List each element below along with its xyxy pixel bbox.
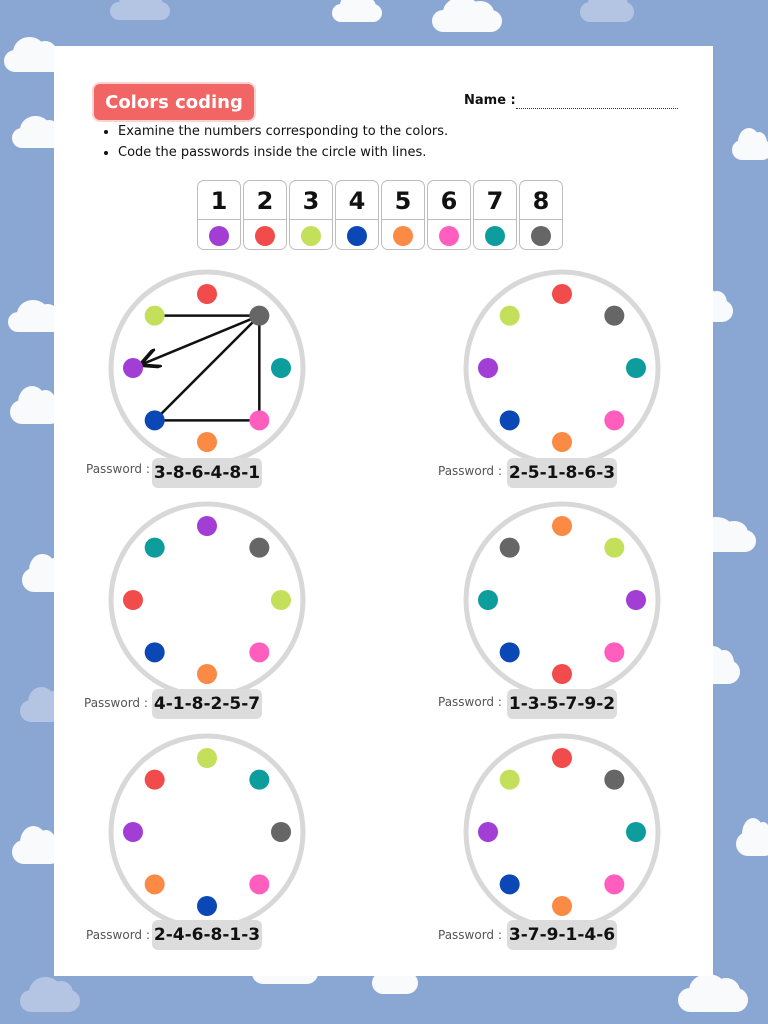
legend-divider [290,219,332,220]
cloud-decoration [678,988,748,1012]
legend-number: 5 [394,187,412,215]
color-dot[interactable] [626,822,646,842]
cloud-decoration [110,2,170,20]
password-circle-4[interactable] [462,500,662,700]
legend-color-dot [301,226,321,246]
color-legend [197,180,563,250]
color-dot[interactable] [604,642,624,662]
legend-number: 7 [486,187,504,215]
legend-color-dot [255,226,275,246]
password-circle-5[interactable] [107,732,307,932]
color-dot[interactable] [604,770,624,790]
color-dot[interactable] [552,896,572,916]
password-circle-1[interactable] [107,268,307,468]
color-dot[interactable] [123,358,143,378]
color-dot[interactable] [145,306,165,326]
password-label: Password : [438,695,502,709]
cloud-decoration [20,990,80,1012]
legend-cell-3 [289,180,333,250]
legend-cell-1 [197,180,241,250]
legend-cell-7 [473,180,517,250]
legend-divider [474,219,516,220]
cloud-decoration [332,4,382,22]
legend-color-dot [393,226,413,246]
password-label: Password : [86,928,150,942]
legend-number: 4 [348,187,366,215]
color-dot[interactable] [626,590,646,610]
color-dot[interactable] [552,516,572,536]
password-value: 2-5-1-8-6-3 [507,458,617,488]
color-dot[interactable] [197,284,217,304]
cloud-decoration [736,832,768,856]
color-dot[interactable] [604,538,624,558]
legend-divider [382,219,424,220]
worksheet [54,46,713,976]
legend-divider [520,219,562,220]
color-dot[interactable] [249,874,269,894]
color-dot[interactable] [478,822,498,842]
password-value: 2-4-6-8-1-3 [152,920,262,950]
color-dot[interactable] [271,822,291,842]
color-dot[interactable] [500,874,520,894]
color-dot[interactable] [197,896,217,916]
legend-color-dot [531,226,551,246]
instructions-list [100,124,448,166]
name-label: Name : [464,93,516,108]
color-dot[interactable] [197,748,217,768]
color-dot[interactable] [145,770,165,790]
password-circle-2[interactable] [462,268,662,468]
color-dot[interactable] [197,664,217,684]
instruction-item: • Examine the numbers corresponding to the colors. [118,124,448,139]
legend-color-dot [485,226,505,246]
legend-divider [198,219,240,220]
color-dot[interactable] [500,306,520,326]
color-dot[interactable] [123,822,143,842]
color-dot[interactable] [478,590,498,610]
color-dot[interactable] [552,748,572,768]
legend-color-dot [209,226,229,246]
color-dot[interactable] [604,306,624,326]
password-label: Password : [84,696,148,710]
color-dot[interactable] [145,538,165,558]
legend-cell-6 [427,180,471,250]
color-dot[interactable] [500,642,520,662]
color-dot[interactable] [249,306,269,326]
cloud-decoration [432,10,502,32]
color-dot[interactable] [604,874,624,894]
worksheet-title: Colors coding [94,84,254,120]
legend-number: 8 [532,187,550,215]
color-dot[interactable] [197,516,217,536]
instruction-item: • Code the passwords inside the circle with lines. [118,145,448,160]
legend-number: 1 [210,187,228,215]
color-dot[interactable] [197,432,217,452]
color-dot[interactable] [249,770,269,790]
color-dot[interactable] [500,538,520,558]
password-circle-3[interactable] [107,500,307,700]
legend-cell-4 [335,180,379,250]
color-dot[interactable] [626,358,646,378]
legend-divider [336,219,378,220]
legend-cell-8 [519,180,563,250]
password-value: 1-3-5-7-9-2 [507,689,617,719]
cloud-decoration [580,2,634,22]
legend-number: 2 [256,187,274,215]
legend-color-dot [439,226,459,246]
color-dot[interactable] [249,642,269,662]
legend-cell-5 [381,180,425,250]
color-dot[interactable] [145,642,165,662]
legend-divider [244,219,286,220]
password-value: 4-1-8-2-5-7 [152,689,262,719]
password-value: 3-7-9-1-4-6 [507,920,617,950]
color-dot[interactable] [552,284,572,304]
legend-number: 3 [302,187,320,215]
color-dot[interactable] [500,770,520,790]
color-dot[interactable] [271,590,291,610]
password-label: Password : [438,928,502,942]
color-dot[interactable] [249,538,269,558]
color-dot[interactable] [552,432,572,452]
color-dot[interactable] [604,410,624,430]
legend-cell-2 [243,180,287,250]
password-circle-6[interactable] [462,732,662,932]
legend-divider [428,219,470,220]
password-label: Password : [438,464,502,478]
color-dot[interactable] [145,410,165,430]
color-dot[interactable] [478,358,498,378]
color-dot[interactable] [271,358,291,378]
password-label: Password : [86,462,150,476]
cloud-decoration [732,140,768,160]
color-dot[interactable] [249,410,269,430]
legend-number: 6 [440,187,458,215]
legend-color-dot [347,226,367,246]
color-dot[interactable] [145,874,165,894]
color-dot[interactable] [123,590,143,610]
color-dot[interactable] [500,410,520,430]
password-value: 3-8-6-4-8-1 [152,458,262,488]
name-field[interactable] [516,108,678,109]
color-dot[interactable] [552,664,572,684]
